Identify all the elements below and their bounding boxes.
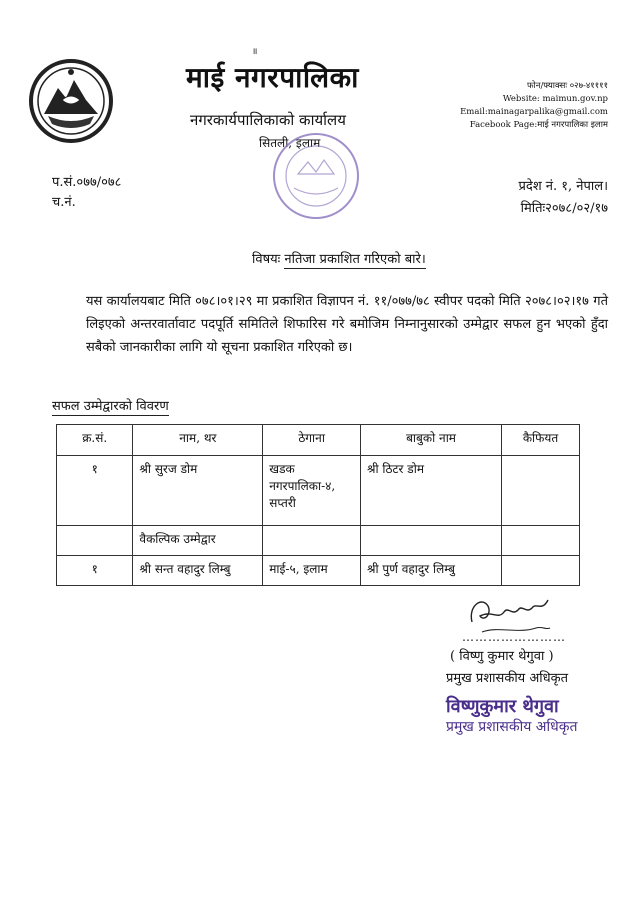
cell-father: श्री पुर्ण वहादुर लिम्बु xyxy=(361,556,502,586)
office-round-stamp xyxy=(268,128,364,224)
signer-title: प्रमुख प्रशासकीय अधिकृत xyxy=(446,671,569,686)
header-top-mark: ॥ xyxy=(252,47,258,57)
contact-website: Website: maimun.gov.np xyxy=(502,94,608,104)
table-row xyxy=(57,556,580,586)
table-row xyxy=(57,456,580,526)
cell-serial: १ xyxy=(57,556,133,586)
col-header-father: बाबुको नाम xyxy=(361,425,502,456)
table-header-row xyxy=(57,425,580,456)
col-header-serial: क्र.सं. xyxy=(57,425,133,456)
signer-stamp-name: विष्णुकुमार थेगुवा xyxy=(446,696,559,717)
cell-remark xyxy=(502,456,580,526)
dispatch-number: च.नं. xyxy=(52,195,76,210)
cell-name: वैकल्पिक उम्मेद्वार xyxy=(133,526,263,556)
contact-phone: फोन/फ्याक्सः ०२७-४११११ xyxy=(526,81,608,91)
nepal-emblem-logo xyxy=(28,58,114,144)
office-location: सितली, इलाम xyxy=(259,136,321,150)
cell-address: माई-५, इलाम xyxy=(263,556,361,586)
contact-block xyxy=(460,80,608,132)
cell-remark xyxy=(502,526,580,556)
col-header-remark: कैफियत xyxy=(502,425,580,456)
signer-name: ( विष्णु कुमार थेगुवा ) xyxy=(450,649,554,664)
cell-father: श्री ठिटर डोम xyxy=(361,456,502,526)
cell-name: श्री सुरज डोम xyxy=(133,456,263,526)
letter-date: मितिः२०७८/०२/१७ xyxy=(520,201,608,216)
cell-father xyxy=(361,526,502,556)
section-heading: सफल उम्मेद्वारको विवरण xyxy=(52,396,169,416)
signer-stamp-title: प्रमुख प्रशासकीय अधिकृत xyxy=(446,719,578,735)
cell-remark xyxy=(502,556,580,586)
cell-address xyxy=(263,526,361,556)
office-subtitle: नगरकार्यपालिकाको कार्यालय xyxy=(190,111,346,129)
contact-email: Email:mainagarpalika@gmail.com xyxy=(460,107,608,117)
contact-facebook: Facebook Page:माई नगरपालिका इलाम xyxy=(469,120,608,130)
province-address: प्रदेश नं. १, नेपाल। xyxy=(518,179,608,194)
cell-name: श्री सन्त वहादुर लिम्बु xyxy=(133,556,263,586)
subject-label: विषयः xyxy=(252,252,281,267)
letter-reference-number: प.सं.०७७/०७८ xyxy=(52,175,122,190)
cell-serial xyxy=(57,526,133,556)
results-table xyxy=(56,424,580,586)
subject-line xyxy=(252,249,426,267)
municipality-title: माई नगरपालिका xyxy=(186,61,359,94)
cell-address: खडक नगरपालिका-४, सप्तरी xyxy=(263,456,361,526)
cell-serial: १ xyxy=(57,456,133,526)
signature-dots: …………………… xyxy=(462,630,566,644)
col-header-name: नाम, थर xyxy=(133,425,263,456)
subject-text: नतिजा प्रकाशित गरिएको बारे। xyxy=(284,252,426,267)
table-row xyxy=(57,526,580,556)
col-header-address: ठेगाना xyxy=(263,425,361,456)
notice-body: यस कार्यालयबाट मिति ०७८।०१।२९ मा प्रकाशित विज्ञापन नं. ११/०७७/७८ स्वीपर पदको मिति २०७८।०२।१७ गते लिइएको अन्तरवार्तावाट पदपूर्ति समितिले शिफारिस गरे बमोजिम निम्नानुसारको उम्मेद्वार सफल हुन भएको हुँदा सबैको जानकारीका लागि यो सूचना प्रकाशित गरिएको छ। xyxy=(86,294,608,355)
